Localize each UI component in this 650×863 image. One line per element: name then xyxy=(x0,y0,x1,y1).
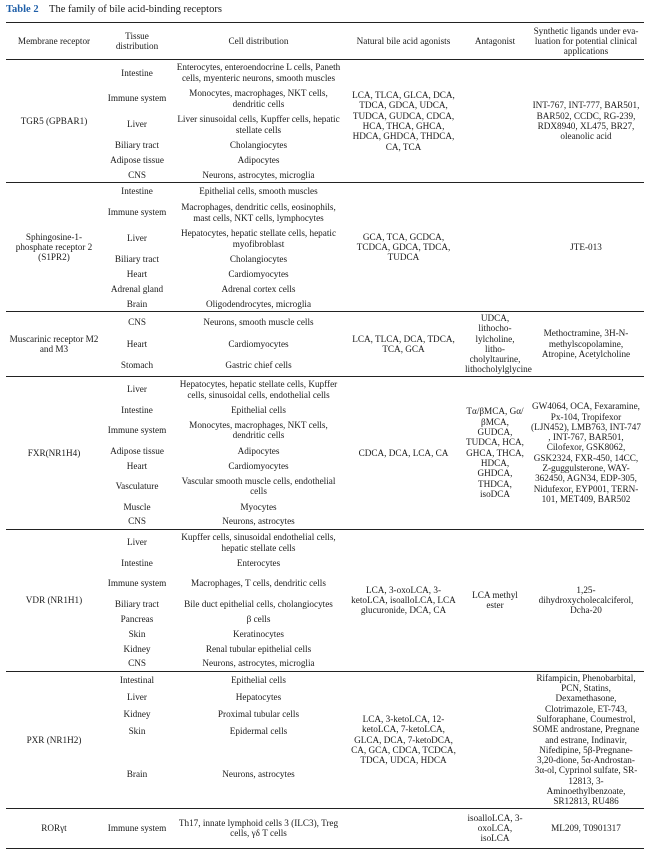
receptor-name: TGR5 (GPBAR1) xyxy=(20,115,88,126)
header-cells: Cell distribution xyxy=(172,23,345,60)
group-pxr xyxy=(6,671,644,808)
tissue-cell: Skin xyxy=(128,628,146,639)
cell-distribution: Macrophages, dendritic cells, eosinophils, mast cells, NKT cells, lymphocytes xyxy=(181,202,336,223)
tissue-cell: Heart xyxy=(126,338,148,349)
cell-distribution: Monocytes, macrophages, NKT cells, dendritic cells xyxy=(189,419,328,441)
tissue-cell: Adipose tissue xyxy=(110,445,164,456)
header-row xyxy=(6,23,644,60)
tissue-cell: Kidney xyxy=(123,708,151,719)
cell-distribution: Neurons, astrocytes xyxy=(222,516,295,527)
tissue-cell: Kidney xyxy=(123,643,151,654)
cell-distribution: Oligodendrocytes, microglia xyxy=(205,298,312,309)
cell-distribution: Epithelial cells xyxy=(172,671,345,688)
cell-distribution: Adipocytes xyxy=(237,445,280,456)
table-label: Table 2 xyxy=(6,4,39,15)
tissue-cell: Liver xyxy=(127,691,147,702)
table-caption xyxy=(6,4,222,15)
tissue-cell: Biliary tract xyxy=(114,253,160,264)
tissue-cell: Pancreas xyxy=(120,613,154,624)
tissue-cell: Heart xyxy=(126,268,148,279)
tissue-cell: CNS xyxy=(128,169,146,180)
cell-distribution: Neurons, smooth muscle cells xyxy=(172,312,345,334)
table-row xyxy=(6,312,644,334)
cell-distribution: Vascular smooth muscle cells, endothelial cells xyxy=(181,475,336,497)
antagonist-cell: Tα/βMCA, Gα/βMCA, GUDCA, TUDCA, HCA, GHCA, THCA, HDCA, GHDCA, THDCA, isoDCA xyxy=(462,376,528,529)
receptor-name: FXR(NR1H4) xyxy=(6,376,102,529)
cell-distribution: Keratinocytes xyxy=(232,628,285,639)
tissue-cell: Muscle xyxy=(123,501,151,512)
agonists-cell: LCA, 3-oxoLCA, 3-ketoLCA, isoalloLCA, LCA glucuronide, DCA, CA xyxy=(345,529,462,671)
header-tissue: Tissue distribution xyxy=(102,23,172,60)
table-row xyxy=(6,808,644,848)
receptor-name: VDR (NR1H1) xyxy=(6,529,102,671)
cell-distribution: Cholangiocytes xyxy=(229,253,288,264)
cell-distribution: Bile duct epithelial cells, cholangiocytes xyxy=(184,598,333,609)
cell-distribution: Hepatocytes, hepatic stellate cells, Kupffer cells, sinusoidal cells, endothelial cells xyxy=(172,376,345,402)
synthetic-cell: 1,25-dihydroxycholecalciferol, Dcha-20 xyxy=(528,529,644,671)
synthetic-cell: ML209, T0901317 xyxy=(528,808,644,848)
group-vdr xyxy=(6,529,644,671)
tissue-cell: CNS xyxy=(128,516,146,527)
tissue-cell: Intestine xyxy=(121,404,153,415)
table-row xyxy=(6,529,644,555)
cell-distribution: Renal tubular epithelial cells xyxy=(205,643,312,654)
group-rorgt xyxy=(6,808,644,848)
cell-distribution: Epithelial cells, smooth muscles xyxy=(172,183,345,200)
synthetic-cell: INT-767, INT-777, BAR501, BAR502, CCDC, RG-239, RDX8940, XL475, BR27, oleanolic acid xyxy=(532,100,640,142)
tissue-cell: Heart xyxy=(126,460,148,471)
tissue-cell: CNS xyxy=(128,658,146,669)
tissue-cell: Intestine xyxy=(102,183,172,200)
group-muscarinic xyxy=(6,312,644,377)
cell-distribution: Adipocytes xyxy=(237,154,280,165)
table-row xyxy=(6,60,644,86)
tissue-cell: Liver xyxy=(102,529,172,555)
agonists-cell: LCA, 3-ketoLCA, 12-ketoLCA, 7-ketoLCA, GLCA, DCA, 7-ketoDCA, CA, GCA, CDCA, TCDCA, TDCA, UDCA, HDCA xyxy=(345,671,462,808)
cell-distribution: Neurons, astrocytes xyxy=(222,768,295,779)
antagonist-cell: LCA methyl ester xyxy=(462,529,528,671)
synthetic-cell: Rifampicin, Phenobarbital, PCN, Statins, Dexamethasone, Clotrimazole, ET-743, Sulforaphane, Coumestrol, SOME androstane, Pregnane and estrane, Indinavir, Nifedipine, 5β-Pregnane-3,20-dione, 5α-Androstan-3α-ol, Cyprinol sulfate, SR-12813, 3-Aminoethylbenzoate, SR12813, RU486 xyxy=(528,671,644,808)
cell-distribution: Enterocytes xyxy=(236,557,281,568)
tissue-cell: Biliary tract xyxy=(114,139,160,150)
agonists-cell xyxy=(345,808,462,848)
cell-distribution: Cardiomyocytes xyxy=(228,338,289,349)
cell-distribution: Enterocytes, enteroendocrine L cells, Paneth cells, myenteric neurons, smooth muscles xyxy=(176,62,341,83)
tissue-cell: Liver xyxy=(102,376,172,402)
agonists-cell: GCA, TCA, GCDCA, TCDCA, GDCA, TDCA, TUDCA xyxy=(345,183,462,312)
bile-acid-receptor-table xyxy=(6,22,644,849)
header-antagonist: Antagonist xyxy=(462,23,528,60)
cell-distribution: Cardiomyocytes xyxy=(228,460,289,471)
cell-distribution: Epidermal cells xyxy=(229,725,288,736)
tissue-cell: CNS xyxy=(102,312,172,334)
agonists-cell: LCA, TLCA, GLCA, DCA, TDCA, GDCA, UDCA, TUDCA, GUDCA, CDCA, HCA, THCA, GHCA, HDCA, GHDCA, THDCA, CA, TCA xyxy=(352,90,455,152)
tissue-cell: Immune system xyxy=(107,207,167,218)
cell-distribution: Gastric chief cells xyxy=(225,360,292,371)
tissue-cell: Stomach xyxy=(120,360,154,371)
cell-distribution: Adrenal cortex cells xyxy=(221,283,296,294)
table-title: The family of bile acid-binding receptors xyxy=(49,4,222,15)
tissue-cell: Immune system xyxy=(102,808,172,848)
cell-distribution: Th17, innate lymphoid cells 3 (ILC3), Treg cells, γδ T cells xyxy=(172,808,345,848)
tissue-cell: Adrenal gland xyxy=(110,283,164,294)
table-row xyxy=(6,183,644,200)
receptor-name: Muscarinic receptor M2 and M3 xyxy=(6,312,102,377)
synthetic-cell: Methoctramine, 3H-N-methylscopolamine, Atropine, Acetylcholine xyxy=(528,312,644,377)
tissue-cell: Immune system xyxy=(107,578,167,589)
cell-distribution: Epithelial cells xyxy=(231,404,286,415)
antagonist-cell xyxy=(462,671,528,808)
group-s1pr2 xyxy=(6,183,644,312)
synthetic-cell: GW4064, OCA, Fexaramine, Px-104, Tropifexor (LJN452), LMB763, INT-747 , INT-767, BAR501, Cilofexor, GSK8062, GSK2324, FXR-450, 14CC, Z-guggulsterone, WAY-362450, AGN34, EDP-305, Nidufexor, EYP001, TERN-101, MET409, BAR502 xyxy=(528,376,644,529)
table-row xyxy=(6,376,644,402)
header-receptor: Membrane receptor xyxy=(6,23,102,60)
header-synthetic: Synthetic ligands under eva-luation for potential clinical applications xyxy=(528,23,644,60)
table-row xyxy=(6,671,644,688)
cell-distribution: Cardiomyocytes xyxy=(228,268,289,279)
antagonist-cell xyxy=(462,60,528,183)
tissue-cell: Brain xyxy=(126,298,148,309)
cell-distribution: Cholangiocytes xyxy=(229,139,288,150)
cell-distribution: Myocytes xyxy=(240,501,277,512)
cell-distribution: β cells xyxy=(246,613,271,624)
tissue-cell: Adipose tissue xyxy=(110,154,164,165)
synthetic-cell: JTE-013 xyxy=(528,183,644,312)
cell-distribution: Liver sinusoidal cells, Kupffer cells, hepatic stellate cells xyxy=(177,114,340,135)
cell-distribution: Kupffer cells, sinusoidal endothelial cells, hepatic stellate cells xyxy=(172,529,345,555)
tissue-cell: Intestinal xyxy=(102,671,172,688)
tissue-cell: Immune system xyxy=(107,425,167,436)
tissue-cell: Vasculature xyxy=(115,481,159,492)
tissue-cell: Immune system xyxy=(107,93,167,104)
tissue-cell: Liver xyxy=(127,233,147,244)
agonists-cell: CDCA, DCA, LCA, CA xyxy=(345,376,462,529)
cell-distribution: Hepatocytes, hepatic stellate cells, hepatic myofibroblast xyxy=(180,228,337,249)
tissue-cell: Liver xyxy=(127,119,147,130)
receptor-name: RORγt xyxy=(6,808,102,848)
cell-distribution: Neurons, astrocytes, microglia xyxy=(202,169,315,180)
group-tgr5 xyxy=(6,60,644,183)
cell-distribution: Hepatocytes xyxy=(235,691,282,702)
cell-distribution: Monocytes, macrophages, NKT cells, dendritic cells xyxy=(189,88,328,109)
tissue-cell: Intestine xyxy=(121,67,153,78)
header-agonists: Natural bile acid agonists xyxy=(345,23,462,60)
tissue-cell: Intestine xyxy=(121,557,153,568)
tissue-cell: Brain xyxy=(126,768,148,779)
receptor-name: PXR (NR1H2) xyxy=(6,671,102,808)
antagonist-cell: isoalloLCA, 3-oxoLCA, isoLCA xyxy=(462,808,528,848)
cell-distribution: Macrophages, T cells, dendritic cells xyxy=(191,578,326,589)
tissue-cell: Skin xyxy=(128,725,146,736)
group-fxr xyxy=(6,376,644,529)
cell-distribution: Proximal tubular cells xyxy=(217,708,300,719)
receptor-name: Sphingosine-1-phosphate receptor 2 (S1PR2) xyxy=(6,183,102,312)
antagonist-cell: UDCA, lithocho-lylcholine, litho-cholyltaurine, lithocholylglycine xyxy=(462,312,528,377)
agonists-cell: LCA, TLCA, DCA, TDCA, TCA, GCA xyxy=(345,312,462,377)
tissue-cell: Biliary tract xyxy=(114,598,160,609)
cell-distribution: Neurons, astrocytes, microglia xyxy=(202,658,315,669)
antagonist-cell xyxy=(462,183,528,312)
